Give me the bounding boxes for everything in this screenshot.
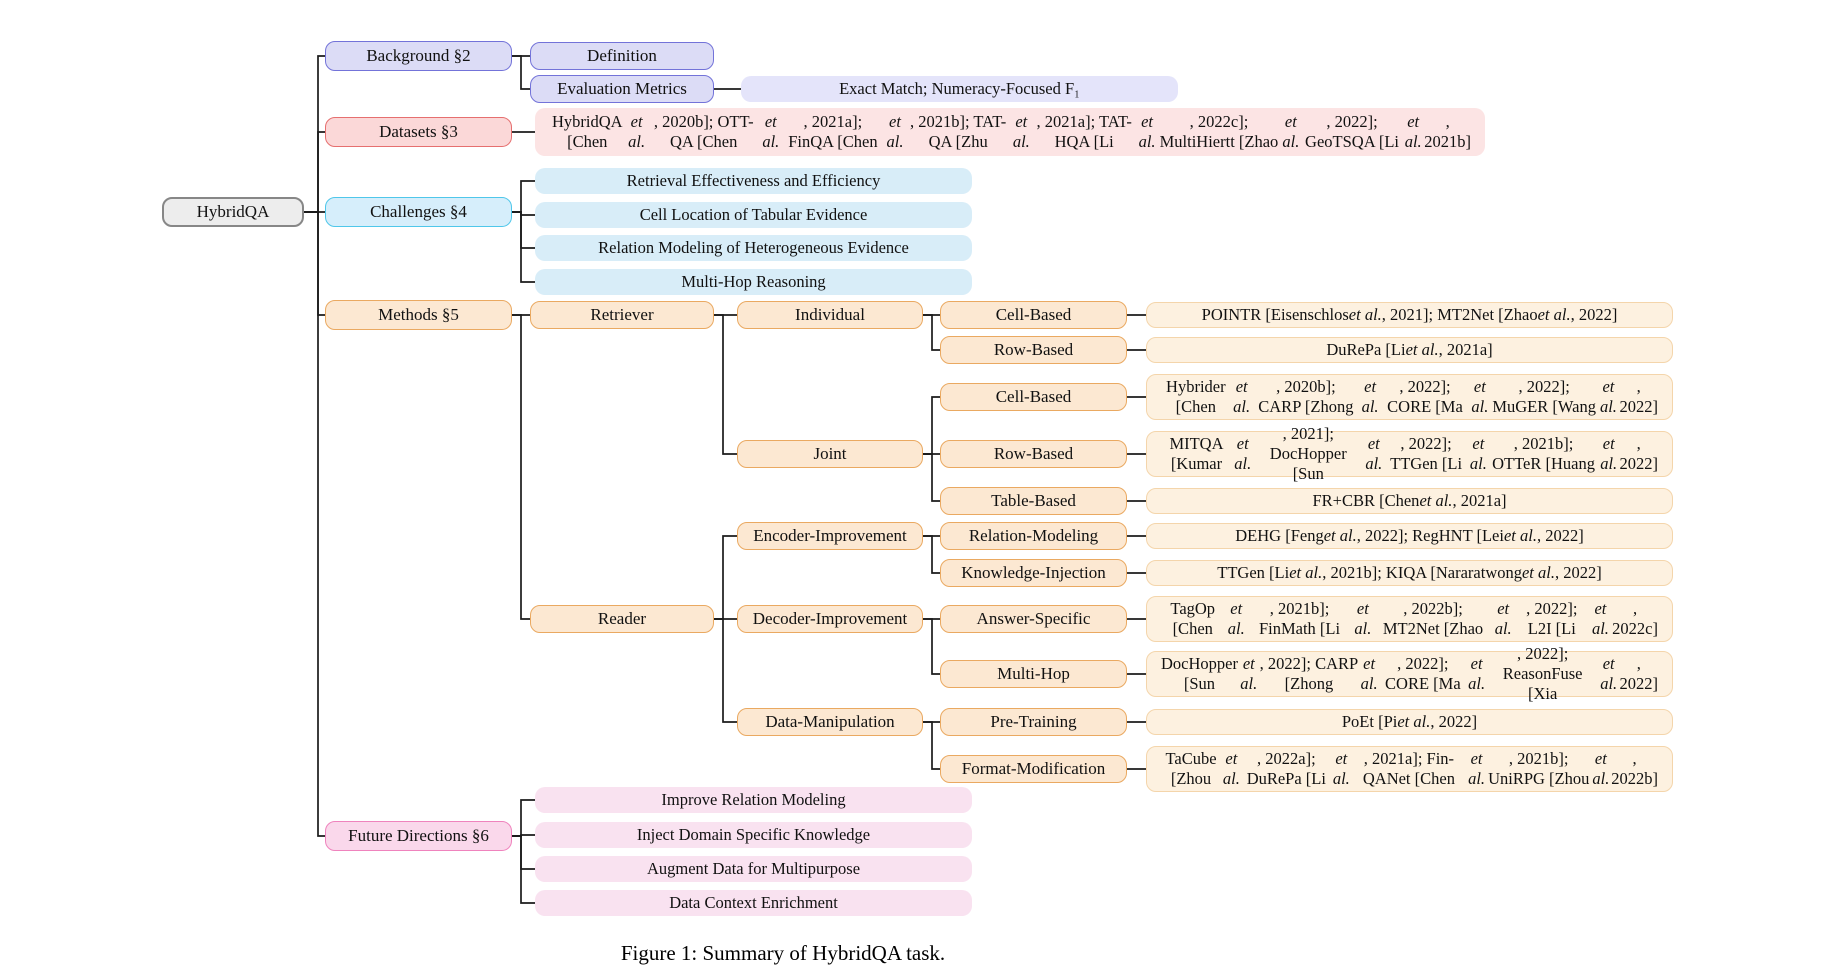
leaf-knowledge-injection-refs: TTGen [Li et al. , 2021b]; KIQA [Nararatwong et al. , 2022] (1146, 560, 1673, 586)
leaf-pre-training-refs: PoEt [Pi et al. , 2022] (1146, 709, 1673, 735)
node-challenges-section: Challenges §4 (325, 197, 512, 227)
node-joint: Joint (737, 440, 923, 468)
node-answer-specific: Answer-Specific (940, 605, 1127, 633)
node-future-directions-section: Future Directions §6 (325, 821, 512, 851)
leaf-future-data-context: Data Context Enrichment (535, 890, 972, 916)
leaf-answer-specific-refs: TagOp [Chen et al. , 2021b]; FinMath [Li et al. , 2022b]; MT2Net [Zhao et al. , 2022]; L2I [Li et al. , 2022c] (1146, 596, 1673, 642)
node-reader: Reader (530, 605, 714, 633)
node-pre-training: Pre-Training (940, 708, 1127, 736)
leaf-joint-table-based-refs: FR+CBR [Chen et al. , 2021a] (1146, 488, 1673, 514)
node-individual-row-based: Row-Based (940, 336, 1127, 364)
node-data-manipulation: Data-Manipulation (737, 708, 923, 736)
node-joint-table-based: Table-Based (940, 487, 1127, 515)
node-joint-cell-based: Cell-Based (940, 383, 1127, 411)
leaf-challenge-relation-modeling: Relation Modeling of Heterogeneous Evidence (535, 235, 972, 261)
node-knowledge-injection: Knowledge-Injection (940, 559, 1127, 587)
node-relation-modeling: Relation-Modeling (940, 522, 1127, 550)
leaf-challenge-retrieval: Retrieval Effectiveness and Efficiency (535, 168, 972, 194)
leaf-relation-modeling-refs: DEHG [Feng et al. , 2022]; RegHNT [Lei et al. , 2022] (1146, 523, 1673, 549)
leaf-datasets-references: HybridQA [Chen et al. , 2020b]; OTT-QA [Chen et al. , 2021a]; FinQA [Chen et al. , 2021b]; TAT-QA [Zhu et al. , 2021a]; TAT-HQA [Li et al. , 2022c]; MultiHiertt [Zhao et al. , 2022]; GeoTSQA [Li et al. , 2021b] (535, 108, 1485, 156)
node-multi-hop: Multi-Hop (940, 660, 1127, 688)
node-decoder-improvement: Decoder-Improvement (737, 605, 923, 633)
leaf-evaluation-metrics-value: Exact Match; Numeracy-Focused F₁ (741, 76, 1178, 102)
node-individual: Individual (737, 301, 923, 329)
figure-caption: Figure 1: Summary of HybridQA task. (620, 941, 946, 965)
leaf-joint-row-based-refs: MITQA [Kumar et al. , 2021]; DocHopper [Sun et al. , 2022]; TTGen [Li et al. , 2021b]; OTTeR [Huang et al. , 2022] (1146, 431, 1673, 477)
node-background-section: Background §2 (325, 41, 512, 71)
node-evaluation-metrics: Evaluation Metrics (530, 75, 714, 103)
leaf-challenge-cell-location: Cell Location of Tabular Evidence (535, 202, 972, 228)
leaf-joint-cell-based-refs: Hybrider [Chen et al. , 2020b]; CARP [Zhong et al. , 2022]; CORE [Ma et al. , 2022]; MuGER [Wang et al. , 2022] (1146, 374, 1673, 420)
node-joint-row-based: Row-Based (940, 440, 1127, 468)
node-definition: Definition (530, 42, 714, 70)
leaf-challenge-multi-hop: Multi-Hop Reasoning (535, 269, 972, 295)
node-retriever: Retriever (530, 301, 714, 329)
leaf-individual-row-based-refs: DuRePa [Li et al. , 2021a] (1146, 337, 1673, 363)
leaf-multi-hop-refs: DocHopper [Sun et al. , 2022]; CARP [Zhong et al. , 2022]; CORE [Ma et al. , 2022]; ReasonFuse [Xia et al. , 2022] (1146, 651, 1673, 697)
leaf-future-inject-knowledge: Inject Domain Specific Knowledge (535, 822, 972, 848)
node-encoder-improvement: Encoder-Improvement (737, 522, 923, 550)
leaf-individual-cell-based-refs: POINTR [Eisenschlos et al. , 2021]; MT2Net [Zhao et al. , 2022] (1146, 302, 1673, 328)
node-individual-cell-based: Cell-Based (940, 301, 1127, 329)
leaf-future-augment-data: Augment Data for Multipurpose (535, 856, 972, 882)
node-format-modification: Format-Modification (940, 755, 1127, 783)
leaf-format-modification-refs: TaCube [Zhou et al. , 2022a]; DuRePa [Li et al. , 2021a]; Fin-QANet [Chen et al. , 2021b]; UniRPG [Zhou et al. , 2022b] (1146, 746, 1673, 792)
leaf-future-improve-relation: Improve Relation Modeling (535, 787, 972, 813)
node-root-hybridqa: HybridQA (162, 197, 304, 227)
node-datasets-section: Datasets §3 (325, 117, 512, 147)
node-methods-section: Methods §5 (325, 300, 512, 330)
